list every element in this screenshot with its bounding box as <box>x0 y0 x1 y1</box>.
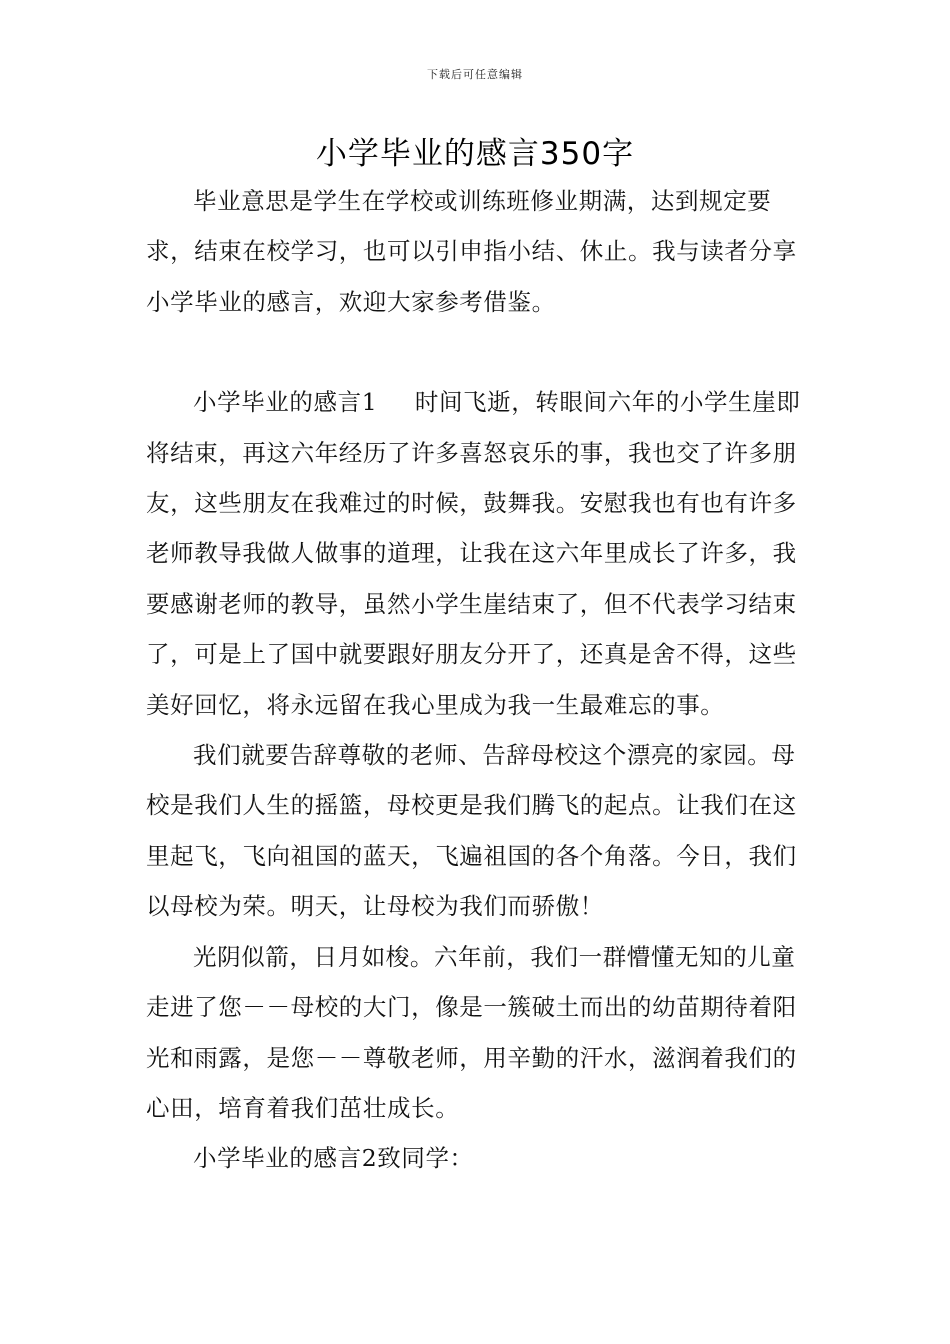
document-title: 小学毕业的感言350字 <box>315 136 635 172</box>
paragraph-gap <box>146 327 810 377</box>
paragraph-3: 光阴似箭，日月如梭。六年前，我们一群懵懂无知的儿童走进了您－－母校的大门，像是一簇破土而出的幼苗期待着阳光和雨露，是您－－尊敬老师，用辛勤的汗水，滋润着我们的心田，培育着我们茁壮成长。 <box>146 942 797 1122</box>
header-note: 下载后可任意编辑 <box>427 68 523 81</box>
section2-heading: 小学毕业的感言2致同学： <box>193 1144 474 1173</box>
section1-paragraph <box>146 377 810 730</box>
section1-heading: 小学毕业的感言1 <box>193 388 378 417</box>
section1-text: 时间飞逝，转眼间六年的小学生崖即将结束，再这六年经历了许多喜怒哀乐的事，我也交了许多朋友，这些朋友在我难过的时候，鼓舞我。安慰我也有也有许多老师教导我做人做事的道理，让我在这六年里成长了许多，我要感谢老师的教导，虽然小学生崖结束了，但不代表学习结束了，可是上了国中就要跟好朋友分开了，还真是舍不得，这些美好回忆，将永远留在我心里成为我一生最难忘的事。 <box>146 388 801 719</box>
paragraph-2: 我们就要告辞尊敬的老师、告辞母校这个漂亮的家园。母校是我们人生的摇篮，母校更是我们腾飞的起点。让我们在这里起飞，飞向祖国的蓝天，飞遍祖国的各个角落。今日，我们以母校为荣。明天，让母校为我们而骄傲！ <box>146 741 797 921</box>
document-body <box>146 176 810 1184</box>
intro-paragraph: 毕业意思是学生在学校或训练班修业期满，达到规定要求，结束在校学习，也可以引申指小结、休止。我与读者分享小学毕业的感言，欢迎大家参考借鉴。 <box>146 187 797 316</box>
